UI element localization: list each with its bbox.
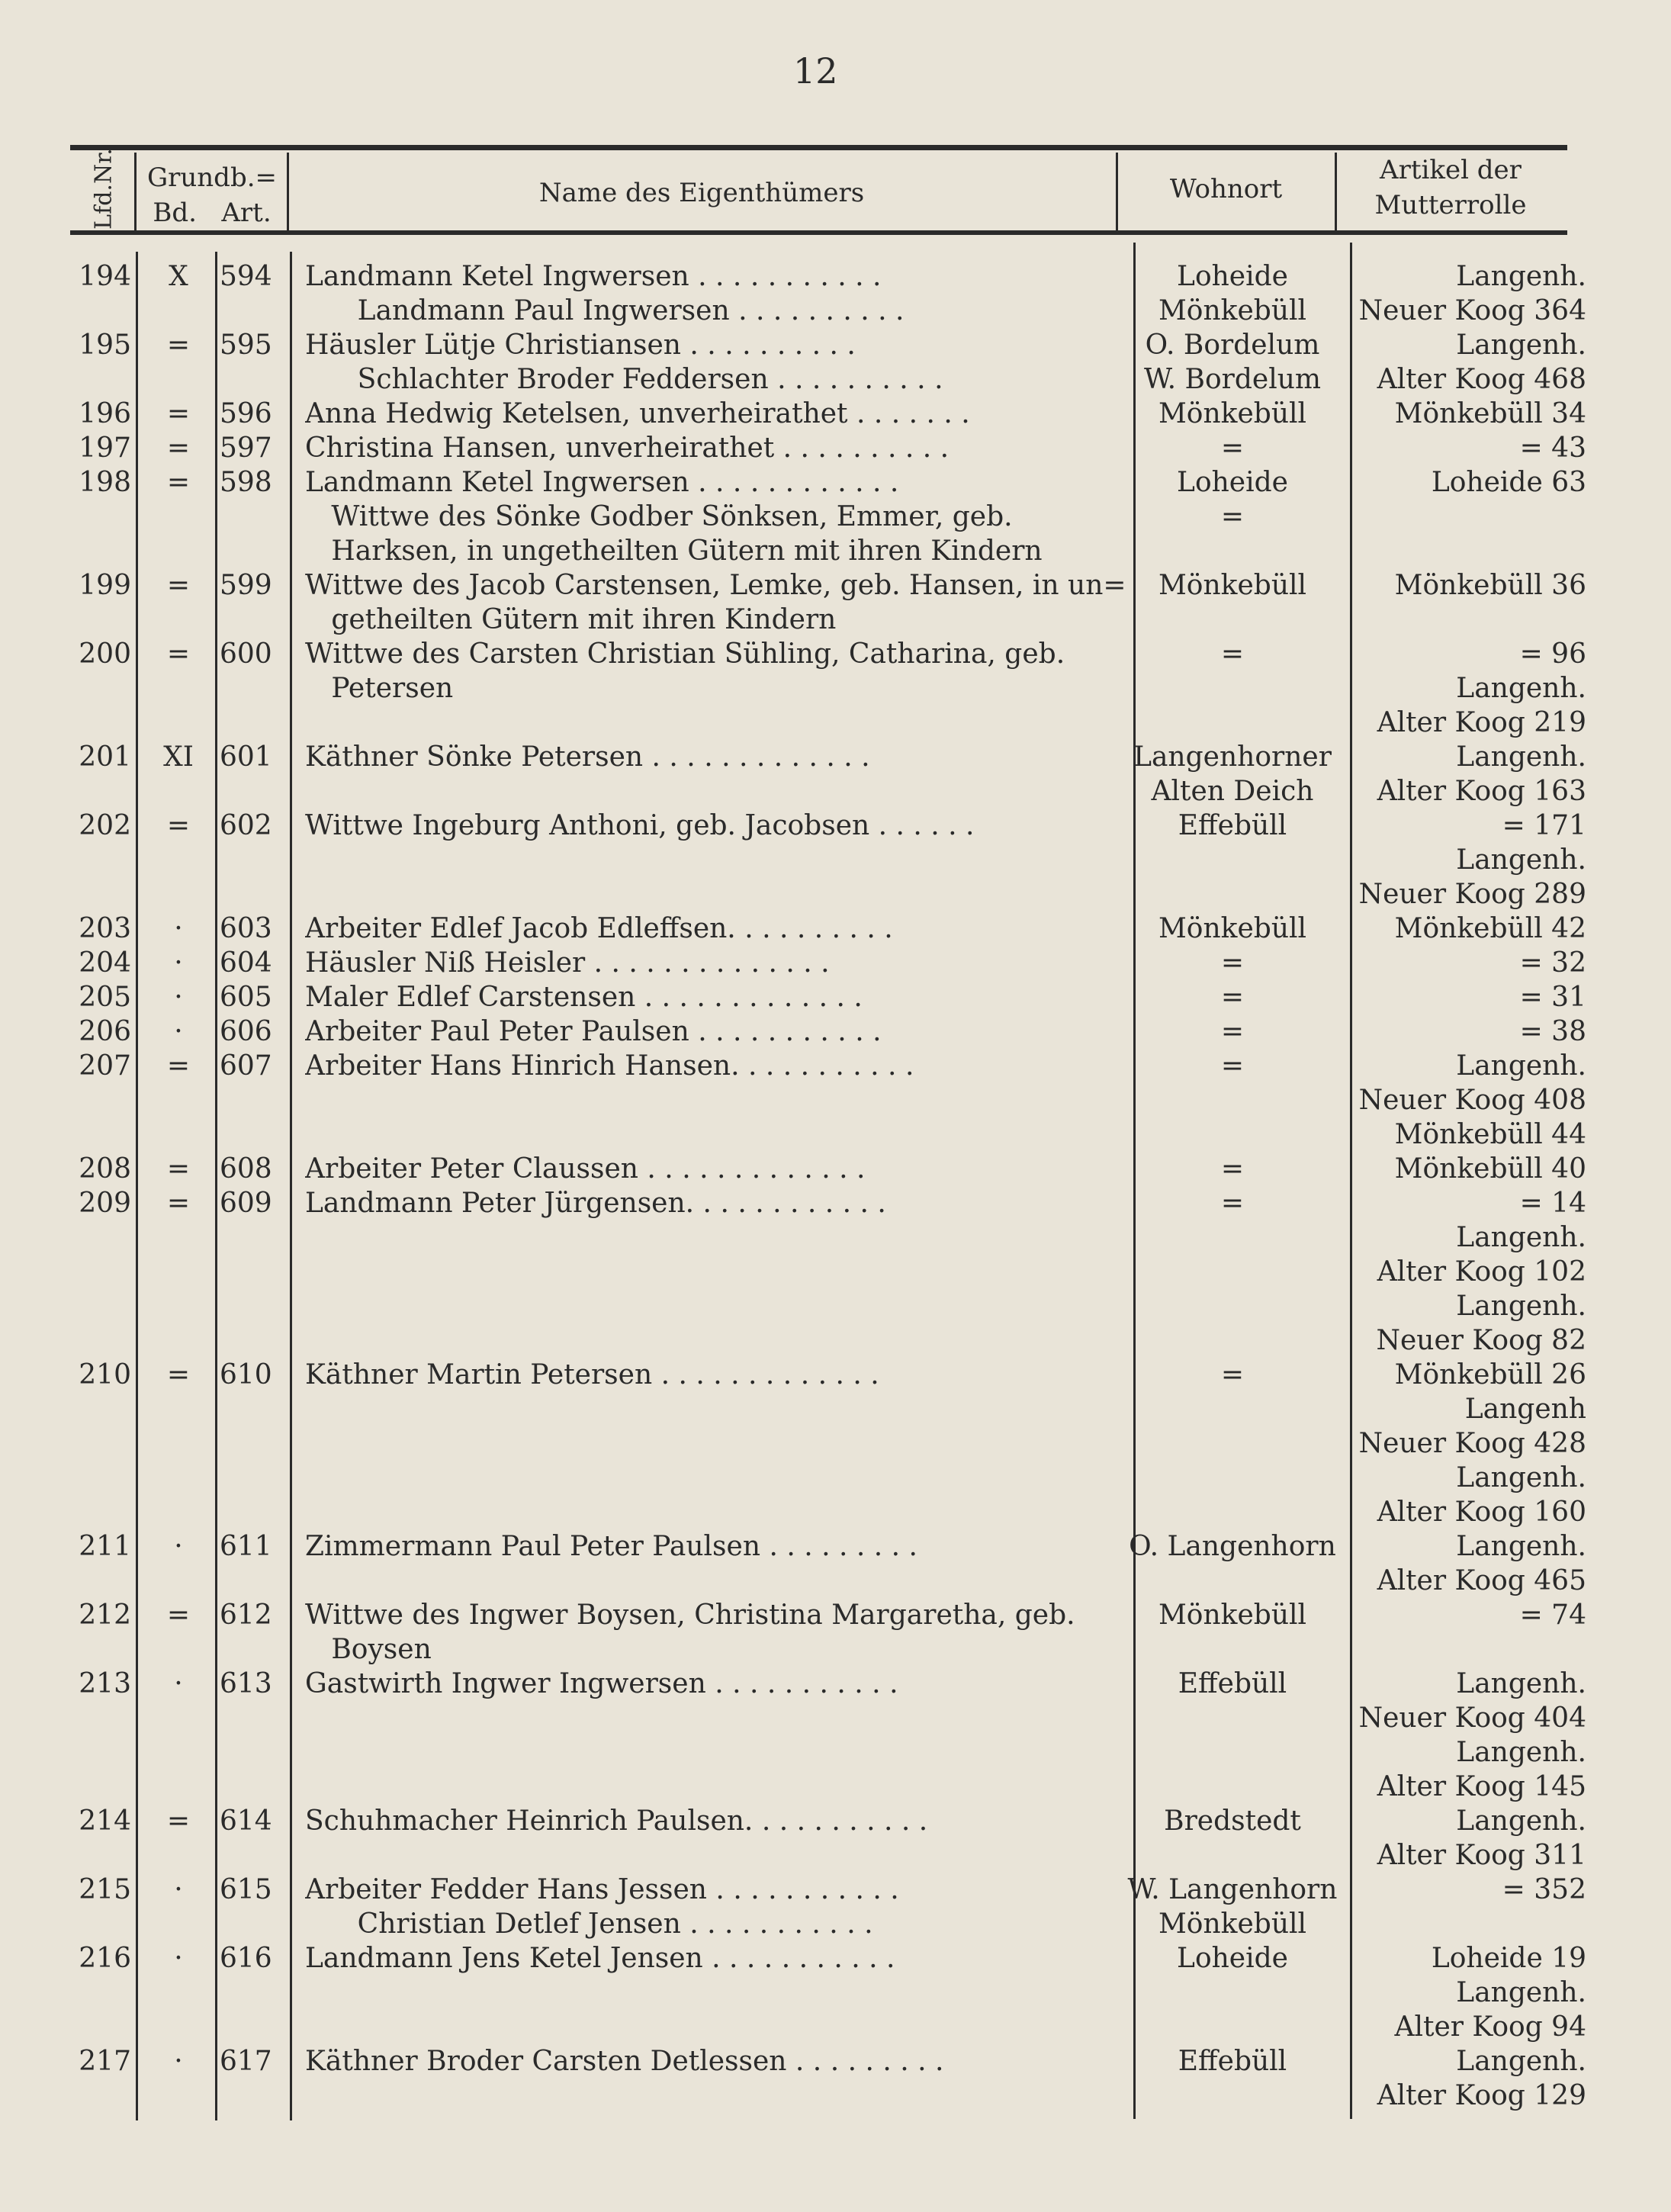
row-owner-name: Christina Hansen, unverheirathet . . . . . . . . . . [305,432,950,464]
row-article: 604 [220,947,272,979]
row-band: = [166,330,191,361]
row-mutterrolle: Langenh. [1456,1462,1586,1493]
row-band: · [174,1016,183,1047]
row-band: = [166,432,191,464]
row-mutterrolle: Alter Koog 160 [1377,1497,1586,1528]
row-mutterrolle: Mönkebüll 34 [1394,398,1586,429]
row-owner-name: Arbeiter Fedder Hans Jessen . . . . . . . . . . . [305,1874,899,1905]
table-row [0,1838,1671,1873]
row-number: 202 [79,810,131,841]
row-number: 213 [79,1668,131,1699]
page-number: 12 [793,50,838,92]
row-article: 616 [220,1943,272,1974]
row-mutterrolle: Langenh. [1456,1805,1586,1837]
row-band: · [174,1874,183,1905]
table-row [0,1701,1671,1735]
row-wohnort: Mönkebüll [1158,913,1307,944]
row-article: 606 [220,1016,272,1047]
row-owner-name: Zimmermann Paul Peter Paulsen . . . . . . . . . [305,1531,917,1562]
table-row [0,568,1671,603]
row-article: 607 [220,1050,272,1082]
row-article: 605 [220,982,272,1013]
row-number: 208 [79,1153,131,1185]
table-row [0,1907,1671,1941]
row-band: = [166,810,191,841]
row-owner-name: Landmann Ketel Ingwersen . . . . . . . . . . . . [305,467,899,498]
row-owner-name: Arbeiter Peter Claussen . . . . . . . . . . . . . [305,1153,866,1185]
row-article: 598 [220,467,272,498]
row-number: 203 [79,913,131,944]
header-rule [70,230,1567,235]
row-number: 210 [79,1359,131,1391]
row-owner-name: Wittwe Ingeburg Anthoni, geb. Jacobsen . . . . . . [305,810,975,841]
row-mutterrolle: = 14 [1519,1188,1586,1219]
row-wohnort: Mönkebüll [1158,295,1307,326]
row-wohnort: Langenhorner [1133,741,1332,773]
header-nr: Lfd.Nr. [90,148,117,230]
header-divider-3 [1116,153,1118,233]
row-mutterrolle: Alter Koog 129 [1377,2080,1586,2111]
table-row [0,1289,1671,1323]
row-wohnort: = [1220,1016,1245,1047]
row-wohnort: = [1220,1050,1245,1082]
table-row [0,1049,1671,1083]
row-owner-name: Landmann Ketel Ingwersen . . . . . . . . . . . [305,261,882,292]
row-article: 600 [220,638,272,670]
header-divider-1 [134,153,137,233]
row-mutterrolle: Langenh [1464,1394,1586,1425]
row-owner-name: Arbeiter Paul Peter Paulsen . . . . . . . . . . . [305,1016,882,1047]
row-mutterrolle: Langenh. [1456,330,1586,361]
table-row [0,1804,1671,1838]
row-owner-name: Wittwe des Carsten Christian Sühling, Catharina, geb. [305,638,1065,670]
row-band: = [166,1359,191,1391]
row-mutterrolle: Neuer Koog 289 [1358,879,1586,910]
row-number: 196 [79,398,131,429]
row-wohnort: Mönkebüll [1158,1908,1307,1940]
row-owner-name: Arbeiter Hans Hinrich Hansen. . . . . . . . . . . [305,1050,914,1082]
table-row [0,1461,1671,1495]
table-row [0,946,1671,980]
table-row [0,259,1671,294]
table-row [0,1529,1671,1564]
row-mutterrolle: = 171 [1502,810,1586,841]
table-row [0,1873,1671,1907]
row-owner-name: Häusler Lütje Christiansen . . . . . . . . . . [305,330,856,361]
row-number: 195 [79,330,131,361]
row-article: 603 [220,913,272,944]
row-band: = [166,638,191,670]
row-mutterrolle: Langenh. [1456,2046,1586,2077]
row-wohnort: W. Langenhorn [1127,1874,1338,1905]
top-rule [70,145,1567,150]
row-band: · [174,1531,183,1562]
row-article: 610 [220,1359,272,1391]
table-row [0,1735,1671,1770]
row-band: XI [163,741,194,773]
row-number: 212 [79,1600,131,1631]
table-row [0,877,1671,911]
row-band: = [166,1050,191,1082]
table-row [0,843,1671,877]
row-band: = [166,1153,191,1185]
row-number: 197 [79,432,131,464]
row-mutterrolle: Langenh. [1456,1668,1586,1699]
row-owner-name: Landmann Jens Ketel Jensen . . . . . . . . . . . [305,1943,895,1974]
row-owner-name: Käthner Broder Carsten Detlessen . . . . . . . . . [305,2046,944,2077]
row-mutterrolle: Neuer Koog 408 [1358,1085,1586,1116]
header-grundb [136,160,288,230]
table-row [0,1152,1671,1186]
row-owner-name: Häusler Niß Heisler . . . . . . . . . . . . . . [305,947,830,979]
row-mutterrolle: Langenh. [1456,1737,1586,1768]
row-mutterrolle: Alter Koog 102 [1377,1256,1586,1288]
row-article: 602 [220,810,272,841]
row-number: 199 [79,570,131,601]
row-owner-name: Landmann Paul Ingwersen . . . . . . . . . . [305,295,905,326]
row-owner-name: Wittwe des Sönke Godber Sönksen, Emmer, geb. [305,501,1013,532]
table-row [0,500,1671,534]
row-owner-name: Anna Hedwig Ketelsen, unverheirathet . . . . . . . [305,398,970,429]
row-mutterrolle: Alter Koog 219 [1377,707,1586,738]
row-band: = [166,570,191,601]
table-row [0,2010,1671,2044]
header-wohnort: Wohnort [1169,174,1283,204]
row-owner-name: getheilten Gütern mit ihren Kindern [305,604,837,635]
row-mutterrolle: Neuer Koog 364 [1358,295,1586,326]
table-row [0,2079,1671,2113]
row-number: 194 [79,261,131,292]
row-wohnort: = [1220,1153,1245,1185]
row-band: = [166,1188,191,1219]
row-mutterrolle: Alter Koog 145 [1377,1771,1586,1802]
row-band: · [174,947,183,979]
row-owner-name: Petersen [305,673,454,704]
table-row [0,1976,1671,2010]
table-row [0,534,1671,568]
header-artikel-2: Mutterrolle [1374,190,1527,220]
row-owner-name: Arbeiter Edlef Jacob Edleffsen. . . . . . . . . . [305,913,893,944]
row-mutterrolle: Langenh. [1456,1222,1586,1253]
table-row [0,1358,1671,1392]
table-row [0,362,1671,397]
row-article: 614 [220,1805,272,1837]
row-wohnort: Loheide [1177,1943,1288,1974]
table-row [0,1083,1671,1117]
row-mutterrolle: Mönkebüll 42 [1394,913,1586,944]
table-row [0,1014,1671,1049]
table-row [0,1426,1671,1461]
table-row [0,980,1671,1014]
row-mutterrolle: Alter Koog 94 [1394,2011,1586,2043]
row-band: · [174,2046,183,2077]
row-article: 611 [220,1531,272,1562]
row-band: = [166,398,191,429]
row-wohnort: Mönkebüll [1158,398,1307,429]
header-divider-2 [287,153,289,233]
table-row [0,1255,1671,1289]
row-mutterrolle: Neuer Koog 428 [1358,1428,1586,1459]
table-row [0,671,1671,706]
row-number: 209 [79,1188,131,1219]
row-number: 198 [79,467,131,498]
table-row [0,706,1671,740]
table-row [0,328,1671,362]
header-divider-4 [1335,153,1337,233]
header-grundb-top: Grundb.= [146,162,278,193]
row-mutterrolle: Langenh. [1456,673,1586,704]
table-row [0,2044,1671,2079]
row-owner-name: Wittwe des Jacob Carstensen, Lemke, geb. Hansen, in un= [305,570,1126,601]
row-wohnort: W. Bordelum [1143,364,1322,395]
table-row [0,1564,1671,1598]
row-wohnort: O. Langenhorn [1129,1531,1336,1562]
row-owner-name: Wittwe des Ingwer Boysen, Christina Margaretha, geb. [305,1600,1075,1631]
row-number: 207 [79,1050,131,1082]
row-wohnort: Loheide [1177,261,1288,292]
row-band: = [166,1600,191,1631]
row-mutterrolle: Alter Koog 311 [1377,1840,1586,1871]
table-row [0,1598,1671,1632]
row-mutterrolle: Loheide 19 [1431,1943,1586,1974]
row-owner-name: Christian Detlef Jensen . . . . . . . . . . . [305,1908,873,1940]
row-owner-name: Schlachter Broder Feddersen . . . . . . . . . . [305,364,943,395]
row-wohnort: = [1220,501,1245,532]
row-number: 215 [79,1874,131,1905]
table-row [0,1392,1671,1426]
row-wohnort: = [1220,432,1245,464]
row-mutterrolle: = 96 [1519,638,1586,670]
row-mutterrolle: Langenh. [1456,1050,1586,1082]
table-row [0,809,1671,843]
row-mutterrolle: Mönkebüll 44 [1394,1119,1586,1150]
table-row [0,1323,1671,1358]
row-wohnort: = [1220,638,1245,670]
row-owner-name: Schuhmacher Heinrich Paulsen. . . . . . . . . . . [305,1805,928,1837]
table-row [0,1495,1671,1529]
table-row [0,1632,1671,1667]
row-band: · [174,913,183,944]
row-owner-name: Gastwirth Ingwer Ingwersen . . . . . . . . . . . [305,1668,898,1699]
row-article: 613 [220,1668,272,1699]
row-article: 596 [220,398,272,429]
row-mutterrolle: Neuer Koog 82 [1376,1325,1586,1356]
table-row [0,740,1671,774]
row-wohnort: Effebüll [1178,1668,1287,1699]
row-article: 601 [220,741,272,773]
row-wohnort: Effebüll [1178,810,1287,841]
row-mutterrolle: Loheide 63 [1431,467,1586,498]
row-mutterrolle: = 38 [1519,1016,1586,1047]
header-art: Art. [221,198,272,228]
row-number: 217 [79,2046,131,2077]
row-mutterrolle: Langenh. [1456,261,1586,292]
row-mutterrolle: Alter Koog 163 [1377,776,1586,807]
row-article: 597 [220,432,272,464]
row-number: 211 [79,1531,131,1562]
row-article: 615 [220,1874,272,1905]
row-article: 594 [220,261,272,292]
table-row [0,465,1671,500]
table-row [0,911,1671,946]
row-mutterrolle: Langenh. [1456,741,1586,773]
row-wohnort: Loheide [1177,467,1288,498]
row-article: 609 [220,1188,272,1219]
row-wohnort: O. Bordelum [1145,330,1320,361]
row-mutterrolle: Mönkebüll 40 [1394,1153,1586,1185]
row-article: 595 [220,330,272,361]
row-owner-name: Landmann Peter Jürgensen. . . . . . . . . . . . [305,1188,886,1219]
row-band: X [169,261,188,292]
table-row [0,397,1671,431]
header-artikel-1: Artikel der [1380,155,1522,185]
row-mutterrolle: = 74 [1519,1600,1586,1631]
row-number: 200 [79,638,131,670]
row-article: 608 [220,1153,272,1185]
row-number: 206 [79,1016,131,1047]
table-row [0,294,1671,328]
row-band: = [166,467,191,498]
table-row [0,637,1671,671]
table-row [0,1941,1671,1976]
row-number: 214 [79,1805,131,1837]
table-row [0,774,1671,809]
row-mutterrolle: Neuer Koog 404 [1358,1702,1586,1734]
row-number: 216 [79,1943,131,1974]
row-wohnort: = [1220,1359,1245,1391]
table-row [0,1117,1671,1152]
header-artikel [1336,153,1565,223]
table-row [0,603,1671,637]
row-owner-name: Maler Edlef Carstensen . . . . . . . . . . . . . [305,982,863,1013]
row-article: 599 [220,570,272,601]
row-mutterrolle: Langenh. [1456,844,1586,876]
row-wohnort: Bredstedt [1164,1805,1301,1837]
row-owner-name: Boysen [305,1634,432,1665]
row-band: · [174,982,183,1013]
row-band: · [174,1668,183,1699]
row-wohnort: = [1220,1188,1245,1219]
row-wohnort: Mönkebüll [1158,1600,1307,1631]
row-article: 617 [220,2046,272,2077]
row-band: = [166,1805,191,1837]
row-number: 204 [79,947,131,979]
row-mutterrolle: Mönkebüll 36 [1394,570,1586,601]
row-number: 205 [79,982,131,1013]
row-mutterrolle: = 32 [1519,947,1586,979]
table-row [0,431,1671,465]
row-owner-name: Harksen, in ungetheilten Gütern mit ihren Kindern [305,535,1043,567]
row-mutterrolle: Langenh. [1456,1291,1586,1322]
header-name: Name des Eigenthümers [538,178,865,208]
row-mutterrolle: = 352 [1502,1874,1586,1905]
row-wohnort: Alten Deich [1151,776,1314,807]
row-mutterrolle: Mönkebüll 26 [1394,1359,1586,1391]
table-row [0,1770,1671,1804]
row-number: 201 [79,741,131,773]
row-wohnort: = [1220,982,1245,1013]
row-wohnort: Effebüll [1178,2046,1287,2077]
row-mutterrolle: = 31 [1519,982,1586,1013]
row-article: 612 [220,1600,272,1631]
row-mutterrolle: Alter Koog 465 [1377,1565,1586,1596]
row-owner-name: Käthner Sönke Petersen . . . . . . . . . . . . . [305,741,870,773]
table-row [0,1220,1671,1255]
row-mutterrolle: = 43 [1519,432,1586,464]
row-band: · [174,1943,183,1974]
row-wohnort: = [1220,947,1245,979]
row-mutterrolle: Alter Koog 468 [1377,364,1586,395]
table-row [0,1667,1671,1701]
row-wohnort: Mönkebüll [1158,570,1307,601]
row-mutterrolle: Langenh. [1456,1531,1586,1562]
table-row [0,1186,1671,1220]
header-grundb-sub [136,195,288,230]
header-bd: Bd. [153,198,197,228]
row-mutterrolle: Langenh. [1456,1977,1586,2008]
row-owner-name: Käthner Martin Petersen . . . . . . . . . . . . . [305,1359,879,1391]
